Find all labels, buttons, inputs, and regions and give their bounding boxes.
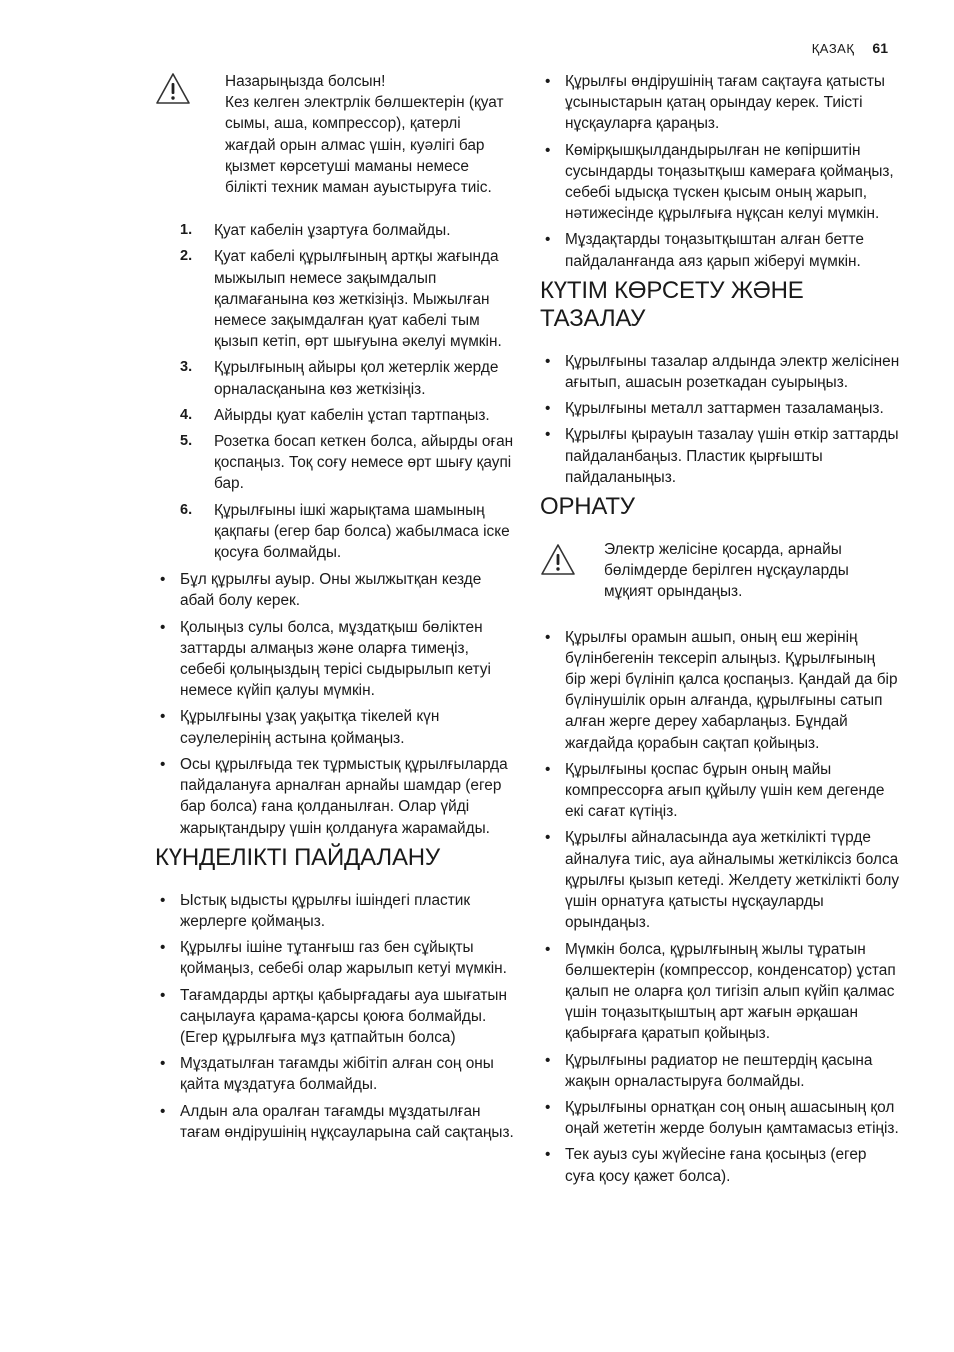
step-text: Қуат кабелін ұзартуға болмайды. [214,222,451,240]
storage-bullets [540,71,900,272]
step-text: Қуат кабелі құрылғының артқы жағында мыжылып немесе зақымдалып қалмағанына көз жеткізіңіз. Мыжылған немесе зақымдалған қуат кабелі тым қызып кетіп, өрт шығуына әкелуі мүмкін. [214,248,502,351]
step-text: Құрылғыны ішкі жарықтама шамының қақпағы (егер бар болса) жабылмаса іске қосуға болмайды. [214,501,510,562]
warning-body: Кез келген электрлік бөлшектерін (қуат сымы, аша, компрессор), қатерлі жағдай орын алмас үшін, куәлігі бар қызмет көрсетуші маманы немесе білікті техник маман ауыстыруға тиіс. [225,94,504,197]
step-text: Айырды қуат кабелін ұстап тартпаңыз. [214,406,490,424]
step-text: Розетка босап кеткен болса, айырды оған қоспаңыз. Тоқ соғу немесе өрт шығу қаупі бар. [214,433,514,493]
daily-use-bullets [155,890,515,1143]
step-text: Құрылғының айыры қол жетерлік жерде орналасқанына көз жеткізіңіз. [214,359,499,398]
language-label: ҚАЗАҚ [811,41,855,56]
warning-text [225,71,515,198]
bullet-item: • Қолыңыз сулы болса, мұздатқыш бөліктен заттарды алмаңыз және оларға тимеңіз, себебі қолыңыздың терісі сыдырылып кетуі немесе күйіп қалуы мүмкін. [155,617,515,702]
section-heading-installation: ОРНАТУ [540,493,635,521]
bullet-item: • Осы құрылғыда тек тұрмыстық құрылғыларда пайдалануға арналған арнайы шамдар (егер бар болса) ғана қолданылған. Олар үйді жарықтандыру үшін қолдануға жарамайды. [155,754,515,839]
step-item [155,357,515,399]
bullet-item: • Құрылғыны тазалар алдында электр желісінен ағытып, ашасын розеткадан суырыңыз. [540,351,900,393]
step-item [155,220,515,241]
installation-warning-text: Электр желісіне қосарда, арнайы бөлімдерде берілген нұсқауларды мұқият орындаңыз. [604,541,849,601]
step-number: 4. [180,406,193,423]
bullet-item: • Мұздақтарды тоңазытқыштан алған бетте пайдаланғанда аяз қарып жіберуі мүмкін. [540,229,900,271]
bullet-item: • Құрылғы қырауын тазалау үшін өткір заттарды пайдаланбаңыз. Пластик қырғышты пайдаланыңыз. [540,424,900,488]
warning-triangle-icon [155,71,225,198]
step-number: 6. [180,501,193,518]
step-number: 3. [180,359,193,376]
bullet-item: • Ыстық ыдысты құрылғы ішіндегі пластик жерлерге қоймаңыз. [155,890,515,932]
installation-bullets [540,627,900,1187]
bullet-item: • Құрылғы орамын ашып, оның еш жерінің бүлінбегенін тексеріп алыңыз. Құрылғының бір жері бүлініп қалса қоспаңыз. Қандай да бір бүлінушілік орын алғанда, құрылғыны сатып алған жерге дереу хабарлаңыз. Бұндай жағдайда қорабын сақтап қойыңыз. [540,627,900,754]
step-item [155,431,515,495]
bullet-item: • Құрылғыны радиатор не пештердің қасына жақын орналастыруға болмайды. [540,1050,900,1092]
installation-warning [540,539,900,603]
section-heading-care-cleaning: КҮТІМ КӨРСЕТУ ЖӘНЕ ТАЗАЛАУ [540,276,804,332]
bullet-item: • Құрылғы өндірушінің тағам сақтауға қатысты ұсыныстарын қатаң орындау керек. Тиісті нұсқауларға қараңыз. [540,71,900,135]
right-column [540,71,900,1192]
bullet-item: • Құрылғыны ұзақ уақытқа тікелей күн сәулелерінің астына қоймаңыз. [155,706,515,748]
step-item [155,500,515,564]
bullet-item: • Тек ауыз суы жүйесіне ғана қосыңыз (егер суға қосу қажет болса). [540,1144,900,1186]
bullet-item: • Құрылғыны металл заттармен тазаламаңыз. [540,398,900,419]
page-header [812,40,888,56]
bullet-item: • Мүмкін болса, құрылғының жылы тұратын бөлшектерін (компрессор, конденсатор) ұстап қалып не оларға қол тигізіп алып күйіп қалмас үшін тоңазытқыштың арт жағын әрқашан қабырғаға қаратып қойыңыз. [540,939,900,1045]
page-number: 61 [872,40,888,56]
care-bullets [540,351,900,488]
left-column [155,71,515,1148]
bullet-item: • Көмірқышқылдандырылған не көпіршитін сусындарды тоңазытқыш камераға қоймаңыз, себебі ыдысқа түскен қысым оның жарып, нәтижесінде құрылғыға нұқсан келуі мүмкін. [540,140,900,225]
safety-bullets [155,569,515,838]
step-item [155,405,515,426]
bullet-item: • Тағамдарды артқы қабырғадағы ауа шығатын саңылауға қарама-қарсы қоюға болмайды. (Егер құрылғыға мұз қатпайтын болса) [155,985,515,1049]
bullet-item: • Құрылғыны қоспас бұрын оның майы компрессорға ағып құйылу үшін кем дегенде екі сағат күтіңіз. [540,759,900,823]
step-number: 5. [180,433,193,450]
bullet-item: • Алдын ала оралған тағамды мұздатылған тағам өндірушінің нұқсауларына сай сақтаңыз. [155,1101,515,1143]
bullet-item: • Құрылғы ішіне тұтанғыш газ бен сұйықты қоймаңыз, себебі олар жарылып кетуі мүмкін. [155,937,515,979]
step-number: 1. [180,222,193,239]
warning-title: Назарыңызда болсын! [225,73,386,90]
bullet-item: • Құрылғыны орнатқан соң оның ашасының қол оңай жететін жерде болуын қамтамасыз етіңіз. [540,1097,900,1139]
bullet-item: • Бұл құрылғы ауыр. Оны жылжытқан кезде абай болу керек. [155,569,515,611]
bullet-item: • Мұздатылған тағамды жібітіп алған соң оны қайта мұздатуға болмайды. [155,1053,515,1095]
section-heading-daily-use: КҮНДЕЛІКТІ ПАЙДАЛАНУ [155,843,440,871]
bullet-item: • Құрылғы айналасында ауа жеткілікті түрде айналуға тиіс, ауа айналымы жеткіліксіз болса құрылғы қызып кетеді. Желдету жеткілікті болу үшін орнатуға қатысты нұсқауларды орындаңыз. [540,827,900,933]
safety-warning [155,71,515,198]
step-item [155,246,515,352]
cable-steps-list [155,220,515,563]
step-number: 2. [180,248,193,265]
warning-triangle-icon [540,539,604,603]
